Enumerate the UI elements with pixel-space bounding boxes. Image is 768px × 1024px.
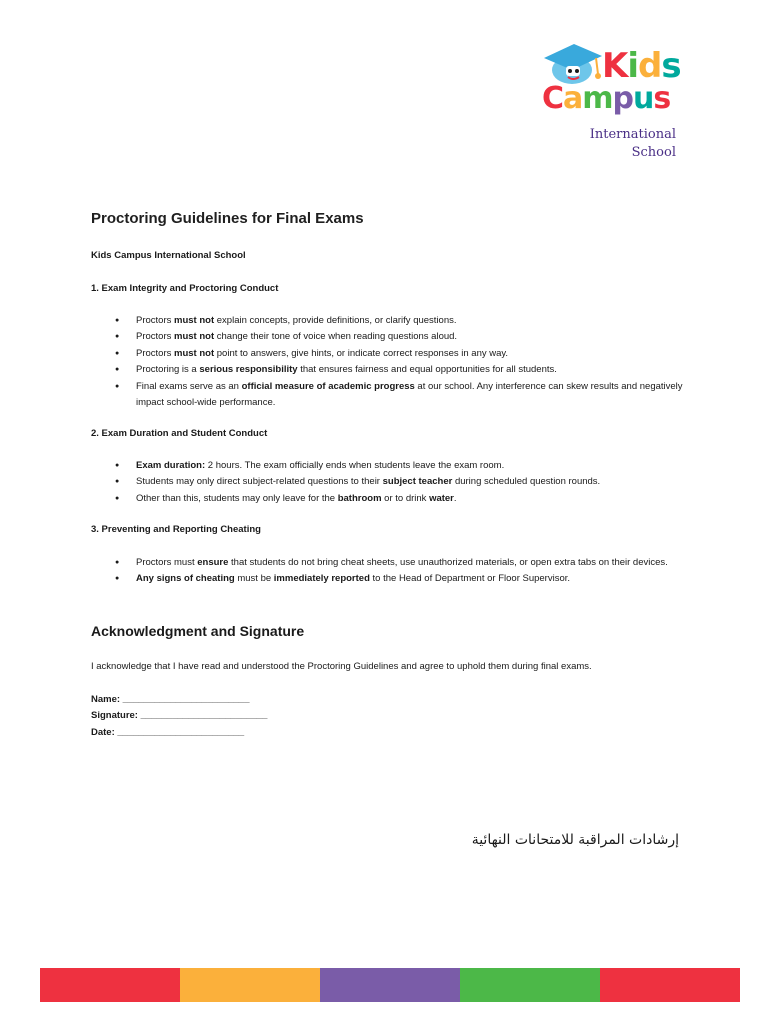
section-2-list [91,458,691,507]
list-item: ● Proctors must not change their tone of voice when reading questions aloud. [91,329,691,345]
signature-field[interactable]: Signature: ________________________ [91,710,268,721]
list-item: ● Students may only direct subject-related questions to their subject teacher during scheduled question rounds. [91,474,691,490]
section-1-heading: 1. Exam Integrity and Proctoring Conduct [91,283,279,294]
logo-international-text: International [589,127,676,142]
color-bar-segment [600,968,740,1002]
section-1-list [91,313,691,411]
list-item: ● Any signs of cheating must be immediately reported to the Head of Department or Floor Supervisor. [91,571,691,587]
logo-school-text: School [631,145,676,160]
date-field[interactable]: Date: ________________________ [91,727,245,738]
logo-campus-word: Campus [542,81,671,116]
color-bar-segment [320,968,460,1002]
list-item: ● Proctors must not point to answers, give hints, or indicate correct responses in any way. [91,346,691,362]
list-item: ● Final exams serve as an official measure of academic progress at our school. Any interference can skew results and negatively impact school-wide performance. [91,379,691,412]
list-item: ● Exam duration: 2 hours. The exam officially ends when students leave the exam room. [91,458,691,474]
logo-kids-word: Kids [602,46,681,86]
color-bar-segment [460,968,600,1002]
acknowledgment-title: Acknowledgment and Signature [91,623,305,639]
arabic-title: إرشادات المراقبة للامتحانات النهائية [471,832,679,848]
section-3-list [91,555,691,588]
name-field[interactable]: Name: ________________________ [91,694,250,705]
list-item: ● Proctors must not explain concepts, provide definitions, or clarify questions. [91,313,691,329]
color-bar-segment [180,968,320,1002]
school-logo [536,30,682,168]
list-item: ● Proctors must ensure that students do not bring cheat sheets, use unauthorized materials, or open extra tabs on their devices. [91,555,691,571]
color-bar-segment [40,968,180,1002]
section-2-heading: 2. Exam Duration and Student Conduct [91,428,268,439]
acknowledgment-text: I acknowledge that I have read and understood the Proctoring Guidelines and agree to uphold them during final exams. [91,661,592,672]
school-name: Kids Campus International School [91,250,246,261]
list-item: ● Proctoring is a serious responsibility that ensures fairness and equal opportunities for all students. [91,362,691,378]
footer-color-bar [40,968,740,1002]
document-title: Proctoring Guidelines for Final Exams [91,210,364,227]
list-item: ● Other than this, students may only leave for the bathroom or to drink water. [91,491,691,507]
section-3-heading: 3. Preventing and Reporting Cheating [91,524,261,535]
